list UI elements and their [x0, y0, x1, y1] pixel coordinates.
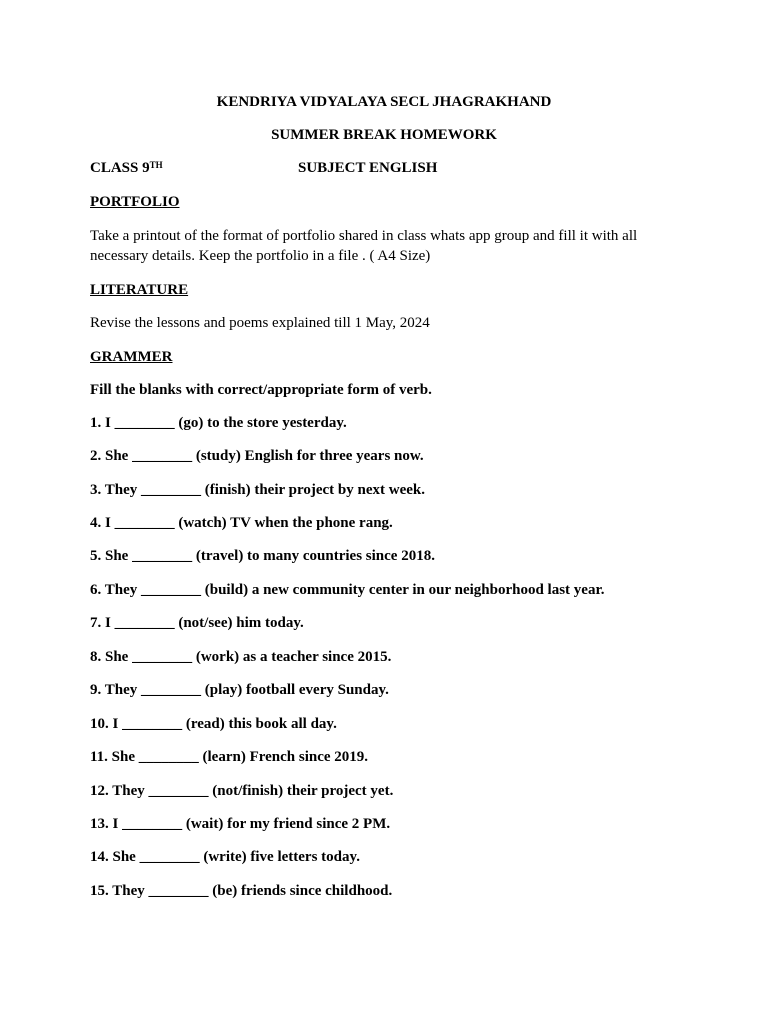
exercise-item: 6. They ________ (build) a new community center in our neighborhood last year.	[90, 582, 605, 598]
exercise-item: 7. I ________ (not/see) him today.	[90, 615, 304, 631]
class-label: CLASS 9TH	[90, 160, 163, 176]
class-subject-row	[90, 158, 590, 178]
exercise-item: 8. She ________ (work) as a teacher since 2015.	[90, 649, 392, 665]
exercise-item: 14. She ________ (write) five letters today.	[90, 849, 360, 865]
exercise-item: 11. She ________ (learn) French since 2019.	[90, 749, 369, 765]
grammar-instruction: Fill the blanks with correct/appropriate form of verb.	[90, 382, 432, 398]
exercise-item: 15. They ________ (be) friends since childhood.	[90, 883, 393, 899]
exercise-item: 2. She ________ (study) English for three years now.	[90, 448, 424, 464]
exercise-item: 13. I ________ (wait) for my friend since 2 PM.	[90, 816, 391, 832]
portfolio-text: Take a printout of the format of portfolio shared in class whats app group and fill it with all necessary details. Keep the portfolio in a file . ( A4 Size)	[90, 228, 638, 264]
exercise-item: 4. I ________ (watch) TV when the phone rang.	[90, 515, 393, 531]
grammar-heading: GRAMMER	[90, 349, 173, 365]
portfolio-heading: PORTFOLIO	[90, 194, 180, 210]
school-name: KENDRIYA VIDYALAYA SECL JHAGRAKHAND	[216, 94, 552, 110]
subject-label: SUBJECT ENGLISH	[298, 160, 438, 176]
literature-heading: LITERATURE	[90, 282, 189, 298]
exercise-item: 10. I ________ (read) this book all day.	[90, 716, 337, 732]
exercise-item: 12. They ________ (not/finish) their project yet.	[90, 783, 394, 799]
class-superscript: TH	[149, 160, 163, 170]
exercise-item: 1. I ________ (go) to the store yesterday.	[90, 415, 347, 431]
homework-title: SUMMER BREAK HOMEWORK	[271, 127, 497, 143]
exercise-item: 5. She ________ (travel) to many countries since 2018.	[90, 548, 435, 564]
exercise-item: 9. They ________ (play) football every Sunday.	[90, 682, 389, 698]
exercise-item: 3. They ________ (finish) their project by next week.	[90, 482, 425, 498]
literature-text: Revise the lessons and poems explained till 1 May, 2024	[90, 315, 430, 331]
